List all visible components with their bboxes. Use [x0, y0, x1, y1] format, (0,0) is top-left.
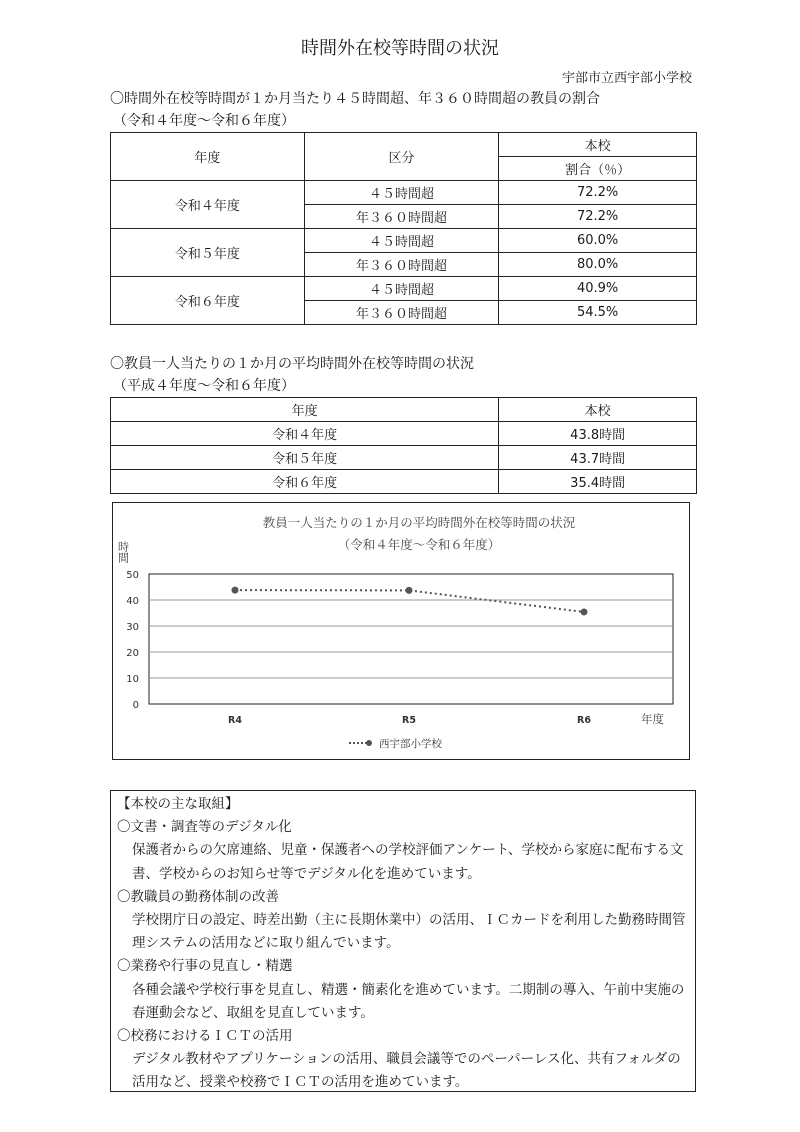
y-tick-label: 40 — [126, 596, 139, 607]
initiatives-box — [110, 790, 696, 1092]
cell-year: 令和６年度 — [111, 470, 499, 494]
data-point — [232, 587, 239, 594]
initiative-text: 理システムの活用などに取り組んでいます。 — [132, 935, 400, 952]
section1-heading: 〇時間外在校等時間が１か月当たり４５時間超、年３６０時間超の教員の割合 — [110, 91, 600, 107]
table-row — [111, 422, 697, 446]
table-row — [111, 446, 697, 470]
table-row — [111, 181, 697, 205]
header-school: 本校 — [499, 398, 697, 422]
initiative-heading: 〇教職員の勤務体制の改善 — [117, 888, 279, 905]
initiative-heading: 〇校務におけるＩＣＴの活用 — [117, 1028, 293, 1045]
cell-category: 年３６０時間超 — [304, 301, 499, 325]
data-point — [406, 587, 413, 594]
legend-label: 西宇部小学校 — [379, 738, 442, 750]
initiative-text: 書、学校からのお知らせ等でデジタル化を進めています。 — [132, 865, 481, 882]
cell-year: 令和５年度 — [111, 229, 305, 277]
cell-value: 72.2% — [499, 181, 697, 205]
cell-year: 令和６年度 — [111, 277, 305, 325]
cell-year: 令和５年度 — [111, 446, 499, 470]
chart-container — [112, 502, 690, 760]
data-point — [581, 608, 588, 615]
cell-year: 令和４年度 — [111, 181, 305, 229]
x-tick-label: R5 — [402, 715, 416, 726]
page-title: 時間外在校等時間の状況 — [301, 38, 499, 59]
x-tick-label: R4 — [228, 715, 242, 726]
cell-value: 35.4時間 — [499, 470, 697, 494]
cell-category: ４５時間超 — [304, 181, 499, 205]
section2-heading: 〇教員一人当たりの１か月の平均時間外在校等時間の状況 — [110, 356, 474, 372]
initiative-heading: 〇業務や行事の見直し・精選 — [117, 958, 293, 975]
y-tick-label: 20 — [126, 648, 139, 659]
table-header-row — [111, 133, 697, 157]
header-school: 本校 — [499, 133, 697, 157]
cell-category: 年３６０時間超 — [304, 253, 499, 277]
legend-marker — [366, 740, 372, 746]
cell-value: 40.9% — [499, 277, 697, 301]
table-row — [111, 470, 697, 494]
cell-value: 80.0% — [499, 253, 697, 277]
cell-value: 43.8時間 — [499, 422, 697, 446]
header-ratio: 割合（％） — [499, 157, 697, 181]
section1-period: （令和４年度～令和６年度） — [113, 113, 295, 129]
cell-category: ４５時間超 — [304, 277, 499, 301]
initiative-text: 保護者からの欠席連絡、児童・保護者への学校評価アンケート、学校から家庭に配布する文 — [132, 842, 684, 859]
school-name: 宇部市立西宇部小学校 — [561, 71, 692, 86]
x-tick-label: R6 — [577, 715, 591, 726]
line-chart — [113, 503, 689, 759]
average-overtime-table — [110, 397, 697, 494]
initiative-text: 春運動会など、取組を見直しています。 — [132, 1004, 374, 1021]
cell-year: 令和４年度 — [111, 422, 499, 446]
overtime-ratio-table — [110, 132, 697, 325]
y-tick-label: 10 — [126, 674, 139, 685]
chart-subtitle: （令和４年度～令和６年度） — [337, 537, 501, 552]
initiative-text: デジタル教材やアプリケーションの活用、職員会議等でのペーパーレス化、共有フォルダの — [132, 1051, 681, 1068]
table-row — [111, 277, 697, 301]
initiative-text: 学校閉庁日の設定、時差出勤（主に長期休業中）の活用、ＩＣカードを利用した勤務時間管 — [132, 912, 686, 929]
y-tick-label: 30 — [126, 622, 139, 633]
cell-category: 年３６０時間超 — [304, 205, 499, 229]
cell-value: 54.5% — [499, 301, 697, 325]
header-category: 区分 — [304, 133, 499, 181]
cell-value: 60.0% — [499, 229, 697, 253]
table-row — [111, 229, 697, 253]
y-tick-label: 0 — [132, 700, 139, 711]
initiative-text: 各種会議や学校行事を見直し、精選・簡素化を進めています。二期制の導入、午前中実施の — [132, 981, 685, 998]
initiative-text: 活用など、授業や校務でＩＣＴの活用を進めています。 — [132, 1074, 469, 1091]
cell-value: 72.2% — [499, 205, 697, 229]
header-year: 年度 — [111, 133, 305, 181]
y-tick-label: 50 — [126, 570, 139, 581]
header-year: 年度 — [111, 398, 499, 422]
chart-title: 教員一人当たりの１か月の平均時間外在校等時間の状況 — [262, 515, 576, 530]
y-axis-label: 時間 — [116, 541, 130, 563]
plot-area — [149, 574, 673, 704]
initiatives-title: 【本校の主な取組】 — [117, 796, 239, 812]
x-axis-label: 年度 — [641, 712, 664, 726]
cell-category: ４５時間超 — [304, 229, 499, 253]
table-header-row — [111, 398, 697, 422]
cell-value: 43.7時間 — [499, 446, 697, 470]
section2-period: （平成４年度～令和６年度） — [113, 378, 295, 394]
initiative-heading: 〇文書・調査等のデジタル化 — [117, 819, 292, 836]
